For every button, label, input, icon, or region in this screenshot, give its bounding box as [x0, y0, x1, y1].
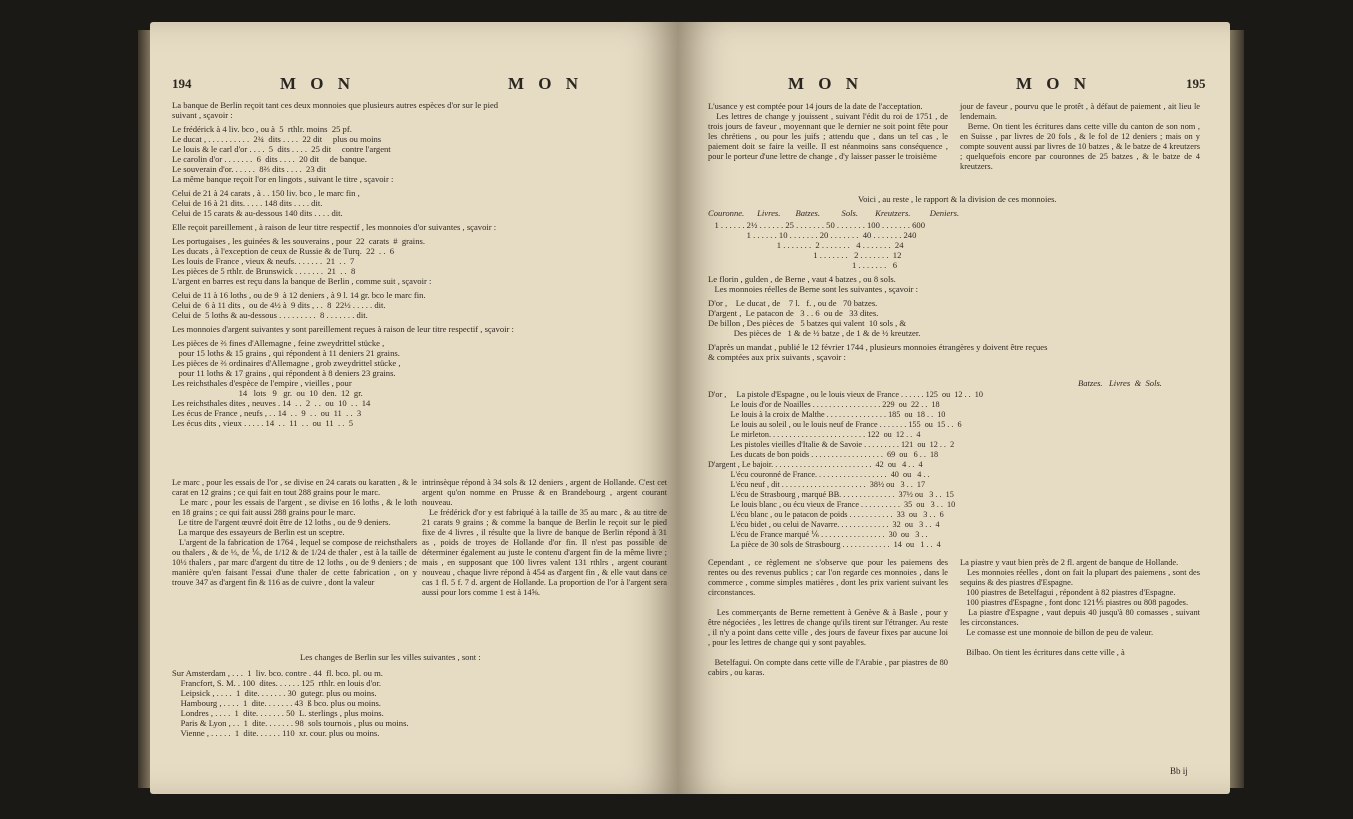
- left-column-text: Le marc , pour les essais de l'or , se divise en 24 carats ou karatten , & le carat en 12 grains ; ce qui fait en tout 288 grains pour le marc. Le marc , pour les essais de l'argent , se divise en 16 loths , & le loth en 18 grains ; ce qui fait aussi 288 grains pour le marc. Le titre de l'argent œuvré doit être de 12 loths , ou de 9 deniers. La marque des essayeurs de Berlin est un sceptre. L'argent de la fabrication de 1764 , lequel se compose de reichsthalers ou thalers , & de ⅓, de ⅙, de 1/12 & de 1/24 de thaler , est à la taille de 10½ thalers , par marc d'argent du titre de 12 loths , ou de 9 deniers ; de manière qu'en faisant l'essai d'une thaler de cette fabrication , on y trouve 347 as d'argent fin & 116 as de cuivre , dont la valeur: [172, 478, 418, 587]
- price-row: L'écu de France marqué ⅙ . . . . . . . . . . . . . . . . 30 ou 3 . .: [708, 530, 928, 539]
- berne-coins-text: [708, 274, 1047, 362]
- text-line: La même banque reçoit l'or en lingots , suivant le titre , sçavoir :: [172, 174, 394, 184]
- text-line: & comptées aux prix suivants , sçavoir :: [708, 352, 846, 362]
- price-row: Le louis au soleil , ou le louis neuf de France . . . . . . . 155 ou 15 . . 6: [708, 420, 962, 429]
- text-line: Le ducat , . . . . . . . . . . 2¾ dits . . . . 22 dit plus ou moins: [172, 134, 382, 144]
- text-line: Des pièces de 1 & de ½ batze , de 1 & de ½ kreutzer.: [708, 328, 921, 338]
- text-line: Les écus de France , neufs , . . 14 . . 9 . . ou 11 . . 3: [172, 408, 362, 418]
- price-row: L'écu bidet , ou celui de Navarre. . . . . . . . . . . . . 32 ou 3 . . 4: [708, 520, 940, 529]
- right-page-edges: [1228, 30, 1244, 788]
- text-line: Les écus dits , vieux . . . . . 14 . . 11 . . ou 11 . . 5: [172, 418, 354, 428]
- changes-row: Paris & Lyon , . . 1 dite. . . . . . . 98 sols tournois , plus ou moins.: [172, 718, 409, 728]
- running-header-right: M O N: [508, 74, 584, 93]
- changes-row: Hambourg , . . . . 1 dite. . . . . . . 43 ß bco. plus ou moins.: [172, 698, 381, 708]
- text-line: Les pièces de 5 rthlr. de Brunswick . . . . . . . 21 . . 8: [172, 266, 356, 276]
- right-page: [678, 22, 1230, 794]
- prices-header: Batzes. Livres & Sols.: [1078, 378, 1162, 388]
- price-row: La pièce de 30 sols de Strasbourg . . . . . . . . . . . . 14 ou 1 . . 4: [708, 540, 941, 549]
- left-page-top-text: [172, 100, 667, 428]
- text-line: Les pièces de ⅔ fines d'Allemagne , feine zweydrittel stücke ,: [172, 338, 385, 348]
- division-row: 1 . . . . . . 2½ . . . . . . 25 . . . . . . . 50 . . . . . . . 100 . . . . . . . 600: [708, 220, 925, 230]
- text-line: Celui de 16 à 21 dits. . . . . 148 dits . . . . dit.: [172, 198, 323, 208]
- price-row: Le mirleton. . . . . . . . . . . . . . . . . . . . . . . . 122 ou 12 . . 4: [708, 430, 921, 439]
- text-line: Les reichsthales dites , neuves . 14 . . 2 . . ou 10 . . 14: [172, 398, 371, 408]
- price-row: Le louis à la croix de Malthe . . . . . . . . . . . . . . . 185 ou 18 . . 10: [708, 410, 946, 419]
- text-line: Les portugaises , les guinées & les souverains , pour 22 carats # grains.: [172, 236, 425, 246]
- division-intro: Voici , au reste , le rapport & la division de ces monnoies.: [858, 194, 1057, 204]
- text-line: Celui de 5 loths & au-dessous . . . . . . . . . 8 . . . . . . . dit.: [172, 310, 368, 320]
- text-line: Celui de 6 à 11 dits , ou de 4½ à 9 dits , . . 8 22½ . . . . . dit.: [172, 300, 386, 310]
- lower-left-column: Cependant , ce règlement ne s'observe que pour les paiemens des rentes ou des revenus publics ; car l'on regarde ces monnoies , dans le commerce , comme simples matières , dont les prix varient suivant les circonstances. Les commerçants de Berne remettent à Genève & à Basle , pour y être négociées , les lettres de change qu'ils tirent sur l'étranger. Au reste , il n'y a point dans cette ville , des jours de faveur fixes par aucune loi , pour les lettres de change qui y sont payables. Betelfagui. On compte dans cette ville de l'Arabie , par piastres de 80 cabirs , ou karas.: [708, 558, 948, 677]
- text-line: pour 15 loths & 15 grains , qui répondent à 11 deniers 21 grains.: [172, 348, 400, 358]
- text-line: Les monnoies réelles de Berne sont les suivantes , sçavoir :: [708, 284, 919, 294]
- text-line: Le carolin d'or . . . . . . . 6 dits . . . . 20 dit de banque.: [172, 154, 367, 164]
- text-line: Elle reçoit pareillement , à raison de leur titre respectif , les monnoies d'or suivantes , sçavoir :: [172, 222, 497, 232]
- price-row: Le louis d'or de Noailles . . . . . . . . . . . . . . . . . 229 ou 22 . . 18: [708, 400, 940, 409]
- running-header-right: M O N: [1016, 74, 1092, 93]
- division-table: [708, 220, 925, 270]
- right-column-text: intrinsèque répond à 34 sols & 12 deniers , argent de Hollande. C'est cet argent qu'on nomme en Prusse & en Brandebourg , argent courant nouveau. Le frédérick d'or y est fabriqué à la taille de 35 au marc , & au titre de 21 carats 9 grains ; & comme la banque de Berlin le reçoit sur le pied fixe de 4 livres , il résulte que la livre de banque de Berlin répond à 31 as , poids de troyes de Hollande d'or fin. Il n'est pas possible de déterminer également au juste le contenu d'argent fin de la même livre ; mais , en supposant que 100 livres valent 131 rthlrs , argent courant nouveau , chaque livre répond à 454 as d'argent fin , & elle vaut dans ce cas 1 fl. 5 f. 7 d. argent de Hollande. La proportion de l'or à l'argent sera aussi pour lors comme 1 est à 14⅝.: [422, 478, 667, 597]
- text-line: Les ducats , à l'exception de ceux de Russie & de Turq. 22 . . 6: [172, 246, 395, 256]
- text-line: Les monnoies d'argent suivantes y sont pareillement reçues à raison de leur titre respectif , sçavoir :: [172, 324, 514, 334]
- text-line: 14 lots 9 gr. ou 10 den. 12 gr.: [172, 388, 363, 398]
- right-column-text: jour de faveur , pourvu que le protêt , à défaut de paiement , ait lieu le lendemain. Berne. On tient les écritures dans cette ville du canton de son nom , en Suisse , par livres de 20 fols , & le fol de 12 deniers ; mais on y compte souvent aussi par livres de 10 batzes , & le batze de 4 kreutzers ; quelquefois encore par couronnes de 25 batzes , & le batze de 4 kreutzers.: [960, 102, 1201, 171]
- changes-row: Francfort, S. M. . 100 dites. . . . . . 125 rthlr. en louis d'or.: [172, 678, 381, 688]
- text-line: Celui de 15 carats & au-dessous 140 dits . . . . dit.: [172, 208, 343, 218]
- text-line: D'or , Le ducat , de 7 l. f. , ou de 70 batzes.: [708, 298, 878, 308]
- changes-row: Londres , . . . . 1 dite. . . . . . . 50 L. sterlings , plus moins.: [172, 708, 384, 718]
- text-line: Le frédérick à 4 liv. bco , ou à 5 rthlr. moins 25 pf.: [172, 124, 352, 134]
- text-line: Le louis & le carl d'or . . . . 5 dits . . . . 25 dit contre l'argent: [172, 144, 391, 154]
- page-number: 194: [172, 76, 192, 91]
- price-row: L'écu de Strasbourg , marqué BB. . . . . . . . . . . . . . 37½ ou 3 . . 15: [708, 490, 954, 499]
- text-line: suivant , sçavoir :: [172, 110, 233, 120]
- running-header-left: M O N: [280, 74, 356, 93]
- price-row: L'écu blanc , ou le patacon de poids . . . . . . . . . . . 33 ou 3 . . 6: [708, 510, 944, 519]
- price-row: D'or , La pistole d'Espagne , ou le louis vieux de France . . . . . . 125 ou 12 . . 10: [708, 390, 983, 399]
- division-row: 1 . . . . . . . 6: [708, 260, 898, 270]
- price-row: D'argent , Le bajoir. . . . . . . . . . . . . . . . . . . . . . . . . 42 ou 4 . . 4: [708, 460, 923, 469]
- left-column-text: L'usance y est comptée pour 14 jours de la date de l'acceptation. Les lettres de change y jouissent , suivant l'édit du roi de 1751 , de trois jours de faveur , moyennant que le dernier ne soit point fête pour les chrétiens , ou pour les juifs ; attendu que , dans un tel cas , le paiement doit se faire la veille. Il est néanmoins sans conséquence , pour le porteur d'une lettre de change , d'y laisser passer le troisième: [708, 102, 949, 161]
- text-line: La banque de Berlin reçoit tant ces deux monnoies que plusieurs autres espèces d'or sur le pied: [172, 100, 499, 110]
- text-line: Le souverain d'or. . . . . . 8⅔ dits . . . . 23 dit: [172, 164, 326, 174]
- text-line: Les pièces de ⅔ ordinaires d'Allemagne , grob zweydrittel stücke ,: [172, 358, 401, 368]
- text-line: De billon , Des pièces de 5 batzes qui valent 10 sols , &: [708, 318, 907, 328]
- page-number: 195: [1186, 76, 1206, 91]
- prices-table: [708, 390, 983, 550]
- price-row: L'écu neuf , dit . . . . . . . . . . . . . . . . . . . . . 38½ ou 3 . . 17: [708, 480, 926, 489]
- division-row: 1 . . . . . . . 2 . . . . . . . 4 . . . . . . . 24: [708, 240, 904, 250]
- text-line: D'argent , Le patacon de 3 . . 6 ou de 33 dites.: [708, 308, 879, 318]
- text-line: L'argent en barres est reçu dans la banque de Berlin , comme suit , sçavoir :: [172, 276, 432, 286]
- signature-mark: Bb ij: [1170, 766, 1188, 776]
- text-line: Le florin , gulden , de Berne , vaut 4 batzes , ou 8 sols.: [708, 274, 896, 284]
- changes-row: Sur Amsterdam , . . . 1 liv. bco. contre . 44 fl. bco. pl. ou m.: [172, 668, 383, 678]
- text-line: Les reichsthales d'espèce de l'empire , vieilles , pour: [172, 378, 352, 388]
- left-page: [150, 22, 678, 794]
- division-row: 1 . . . . . . . 2 . . . . . . . 12: [708, 250, 902, 260]
- changes-row: Vienne , . . . . . 1 dite. . . . . . 110 xr. cour. plus ou moins.: [172, 728, 380, 738]
- changes-row: Leipsick , . . . . 1 dite. . . . . . . 30 gutegr. plus ou moins.: [172, 688, 377, 698]
- text-line: Les louis de France , vieux & neufs. . . . . . . 21 . . 7: [172, 256, 355, 266]
- lower-right-column: La piastre y vaut bien près de 2 fl. argent de banque de Hollande. Les monnoies réelles , dont on fait la plupart des paiemens , sont des sequins & des piastres d'Espagne. 100 piastres de Betelfagui , répondent à 82 piastres d'Espagne. 100 piastres d'Espagne , font donc 121⅘ piastres ou 808 pagodes. La piastre d'Espagne , vaut depuis 40 jusqu'à 80 comasses , suivant les circonstances. Le comasse est une monnoie de billon de peu de valeur. Bilbao. On tient les écritures dans cette ville , à: [960, 558, 1201, 657]
- price-row: Le louis blanc , ou écu vieux de France . . . . . . . . . . 35 ou 3 . . 10: [708, 500, 956, 509]
- running-header-left: M O N: [788, 74, 864, 93]
- changes-table: [172, 668, 667, 738]
- text-line: Celui de 21 à 24 carats , à . . 150 liv. bco , le marc fin ,: [172, 188, 360, 198]
- division-row: 1 . . . . . . 10 . . . . . . . 20 . . . . . . . 40 . . . . . . . 240: [708, 230, 917, 240]
- changes-title: Les changes de Berlin sur les villes suivantes , sont :: [300, 652, 481, 662]
- text-line: Celui de 11 à 16 loths , ou de 9 à 12 deniers , à 9 l. 14 gr. bco le marc fin.: [172, 290, 426, 300]
- text-line: D'après un mandat , publié le 12 février 1744 , plusieurs monnoies étrangères y doivent être reçues: [708, 342, 1048, 352]
- price-row: Les pistoles vieilles d'Italie & de Savoie . . . . . . . . . 121 ou 12 . . 2: [708, 440, 955, 449]
- division-table-header: Couronne. Livres. Batzes. Sols. Kreutzers. Deniers.: [708, 208, 960, 218]
- price-row: L'écu couronné de France. . . . . . . . . . . . . . . . . . 40 ou 4 . .: [708, 470, 930, 479]
- price-row: Les ducats de bon poids . . . . . . . . . . . . . . . . . . 69 ou 6 . . 18: [708, 450, 939, 459]
- text-line: pour 11 loths & 17 grains , qui répondent à 8 deniers 23 grains.: [172, 368, 396, 378]
